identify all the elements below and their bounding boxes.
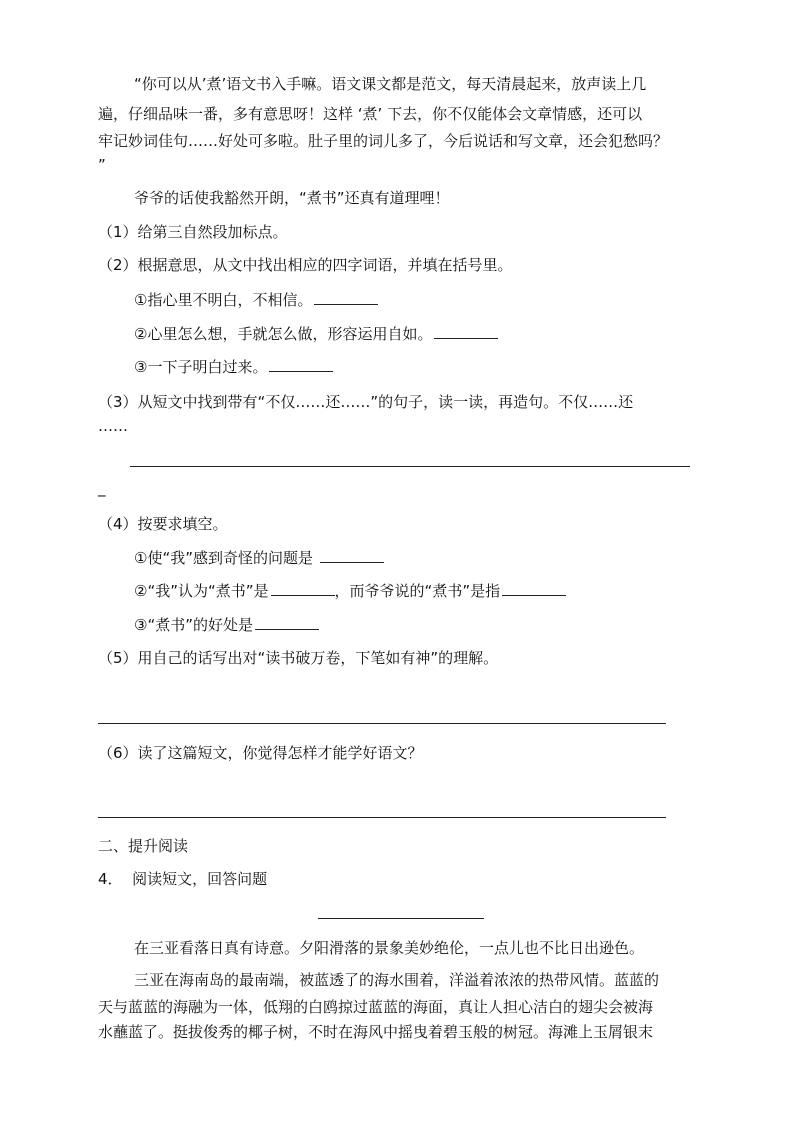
question-2c-text: ③一下子明白过来。 bbox=[134, 358, 268, 376]
section-heading: 二、提升阅读 bbox=[98, 837, 189, 855]
answer-blank[interactable] bbox=[434, 324, 498, 339]
passage-line: 水蘸蓝了。挺拔俊秀的椰子树，不时在海风中摇曳着碧玉般的树冠。海滩上玉屑银末 bbox=[98, 1023, 654, 1041]
answer-line[interactable] bbox=[98, 723, 666, 724]
passage-line: 爷爷的话使我豁然开朗，“煮书”还真有道理哩！ bbox=[134, 189, 450, 207]
question-2: （2）根据意思，从文中找出相应的四字词语，并填在括号里。 bbox=[98, 256, 513, 274]
answer-line[interactable] bbox=[98, 817, 666, 818]
answer-blank[interactable] bbox=[269, 357, 333, 372]
passage-line: 天与蓝蓝的海融为一体，低翔的白鸥掠过蓝蓝的海面，真让人担心洁白的翅尖会被海 bbox=[98, 998, 654, 1016]
answer-line[interactable] bbox=[130, 466, 690, 467]
question-instruction: 阅读短文，回答问题 bbox=[132, 870, 268, 888]
question-4a-text: ①使“我”感到奇怪的问题是 bbox=[134, 549, 313, 567]
question-1: （1）给第三自然段加标点。 bbox=[98, 223, 288, 241]
question-4b-text: ②“我”认为“煮书”是 bbox=[134, 582, 269, 600]
question-2b-text: ②心里怎么想，手就怎么做，形容运用自如。 bbox=[134, 325, 433, 343]
passage-line: 三亚在海南岛的最南端，被蓝透了的海水围着，洋溢着浓浓的热带风情。蓝蓝的 bbox=[134, 971, 660, 989]
question-number: 4． bbox=[98, 870, 123, 888]
question-4b bbox=[134, 581, 566, 601]
question-4c bbox=[134, 615, 319, 635]
question-4-label bbox=[98, 869, 267, 889]
passage-line: ” bbox=[98, 156, 106, 174]
answer-blank[interactable] bbox=[255, 615, 319, 630]
question-4a bbox=[134, 548, 384, 568]
question-3-cont: …… bbox=[98, 417, 128, 435]
title-blank-line[interactable] bbox=[318, 918, 484, 919]
answer-blank[interactable] bbox=[502, 581, 566, 596]
answer-blank[interactable] bbox=[271, 581, 335, 596]
answer-line-tail: _ bbox=[98, 479, 106, 497]
question-2c bbox=[134, 357, 333, 377]
question-5: （5）用自己的话写出对“读书破万卷，下笔如有神”的理解。 bbox=[98, 649, 499, 667]
passage-line: 牢记妙词佳句……好处可多啦。肚子里的词儿多了，今后说话和写文章，还会犯愁吗？ bbox=[98, 132, 669, 150]
question-2a bbox=[134, 290, 378, 310]
answer-blank[interactable] bbox=[320, 548, 384, 563]
question-4b-text-2: ，而爷爷说的“煮书”是指 bbox=[334, 582, 501, 600]
answer-blank[interactable] bbox=[314, 290, 378, 305]
passage-line: 遍，仔细品味一番，多有意思呀！这样 ‘煮’ 下去，你不仅能体会文章情感，还可以 bbox=[98, 105, 643, 123]
passage-line: 在三亚看落日真有诗意。夕阳滑落的景象美妙绝伦，一点儿也不比日出逊色。 bbox=[134, 939, 645, 957]
question-2b bbox=[134, 324, 498, 344]
question-3: （3）从短文中找到带有“不仅……还……”的句子，读一读，再造句。不仅……还 bbox=[98, 393, 634, 411]
question-2a-text: ①指心里不明白，不相信。 bbox=[134, 291, 313, 309]
question-4c-text: ③“煮书”的好处是 bbox=[134, 616, 253, 634]
question-4: （4）按要求填空。 bbox=[98, 515, 228, 533]
question-6: （6）读了这篇短文，你觉得怎样才能学好语文？ bbox=[98, 744, 423, 762]
passage-line: “你可以从’煮’语文书入手嘛。语文课文都是范文，每天清晨起来，放声读上几 bbox=[134, 75, 647, 93]
